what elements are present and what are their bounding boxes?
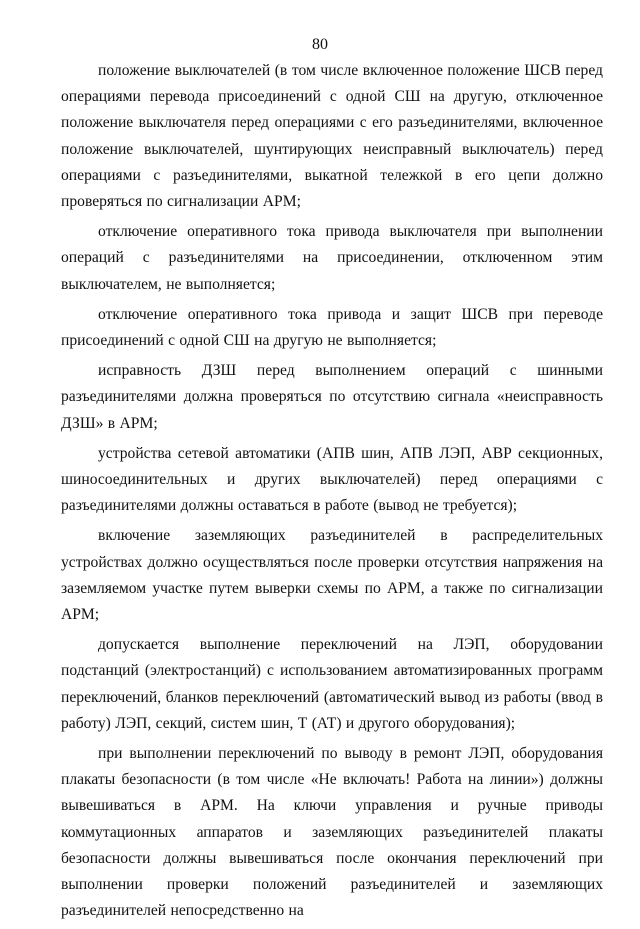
- paragraph-breaker-operating-current: отключение оперативного тока привода выключателя при выполнении операций с разъединителями на присоединении, отключенном этим выключателем, не выполняется;: [61, 223, 603, 293]
- paragraph-earthing-switches: включение заземляющих разъединителей в распределительных устройствах должно осуществляться после проверки отсутствия напряжения на заземляемом участке путем выверки схемы по АРМ, а также по сигнализации АРМ;: [61, 527, 603, 624]
- paragraph-busbar-protection-check: исправность ДЗШ перед выполнением операций с шинными разъединителями должна проверяться по отсутствию сигнала «неисправность ДЗШ» в АРМ;: [61, 362, 603, 432]
- paragraph-automated-programs: допускается выполнение переключений на ЛЭП, оборудовании подстанций (электростанций) с использованием автоматизированных программ переключений, бланков переключений (автоматический вывод из работы (ввод в работу) ЛЭП, секций, систем шин, Т (АТ) и другого оборудования);: [61, 636, 603, 732]
- document-body: [61, 58, 603, 929]
- page-number: 80: [312, 36, 328, 53]
- paragraph-network-automation: устройства сетевой автоматики (АПВ шин, АПВ ЛЭП, АВР секционных, шиносоединительных и других выключателей) перед операциями с разъединителями должны оставаться в работе (вывод не требуется);: [61, 444, 603, 515]
- paragraph-breaker-position-check: положение выключателей (в том числе включенное положение ШСВ перед операциями перевода присоединений с одной СШ на другую, отключенное положение выключателя перед операциями с его разъединителями, включенное положение выключателей, шунтирующих неисправный выключатель) перед операциями с разъединителями, выкатной тележкой в его цепи должно проверяться по сигнализации АРМ;: [61, 62, 603, 211]
- paragraph-safety-signs: при выполнении переключений по выводу в ремонт ЛЭП, оборудования плакаты безопасности (в том числе «Не включать! Работа на линии») должны вывешиваться в АРМ. На ключи управления и ручные приводы коммутационных аппаратов и заземляющих разъединителей плакаты безопасности должны вывешиваться после окончания переключений при выполнении проверки положений разъединителей и заземляющих разъединителей непосредственно на: [61, 745, 603, 920]
- paragraph-bus-coupler-current: отключение оперативного тока привода и защит ШСВ при переводе присоединений с одной СШ на другую не выполняется;: [61, 305, 603, 350]
